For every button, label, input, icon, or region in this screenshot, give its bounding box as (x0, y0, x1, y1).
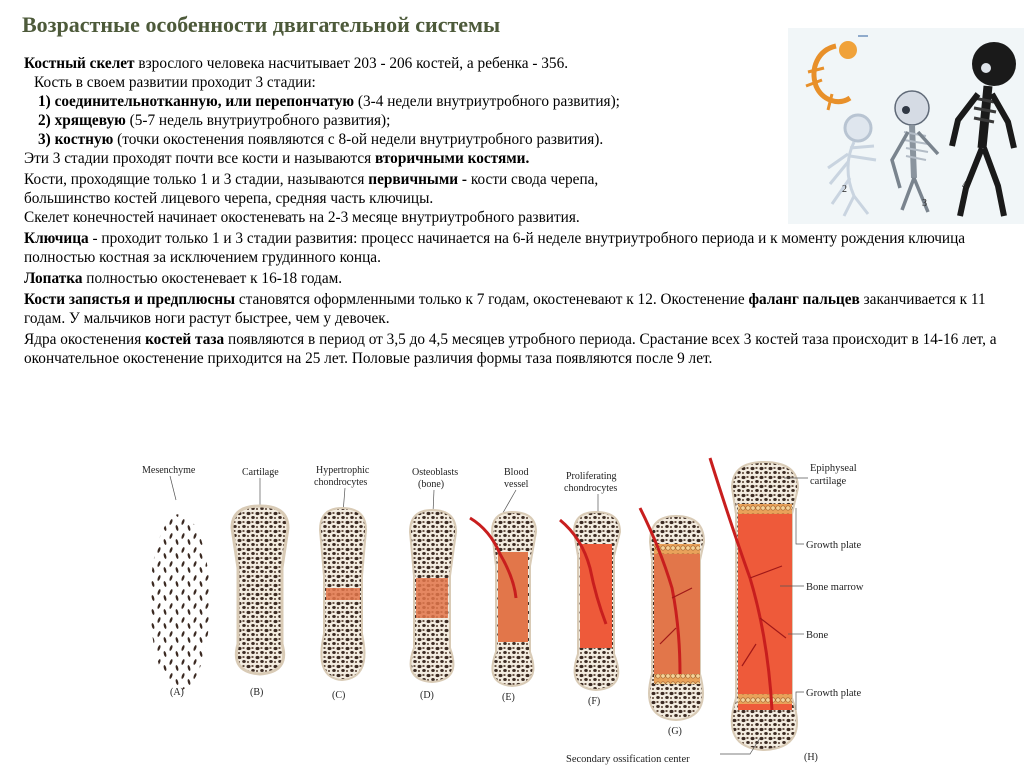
label-blood-1: Blood (504, 467, 529, 478)
paragraph-clavicle: Ключица - проходит только 1 и 3 стадии развития: процесс начинается на 6-й неделе внутриутробного периода и к моменту рождения ключица полностью костная за исключением грудинного конца. (24, 230, 966, 266)
paragraph-primary-bones: Кости, проходящие только 1 и 3 стадии, называются первичными - кости свода черепа, большинство костей лицевого черепа, средняя часть ключицы. (24, 171, 599, 207)
page-title: Возрастные особенности двигательной системы (22, 12, 501, 37)
stage-letter-b: (B) (250, 687, 264, 698)
label-epiphyseal-1: Epiphyseal (810, 463, 857, 474)
stage-letter-d: (D) (420, 690, 434, 701)
top-labels (142, 465, 617, 494)
stage-b-cartilage (232, 506, 288, 674)
label-mesenchyme: Mesenchyme (142, 465, 196, 476)
stage-letter-g: (G) (668, 726, 682, 737)
skeleton-label-2: 2 (842, 184, 847, 195)
label-bone: Bone (806, 630, 829, 641)
label-osteoblasts-1: Osteoblasts (412, 467, 459, 478)
stage-letters (170, 687, 818, 763)
paragraph-stages-intro: Кость в своем развитии проходит 3 стадии: (34, 74, 316, 91)
label-hypertrophic-1: Hypertrophic (316, 465, 370, 476)
label-growth-plate-bottom: Growth plate (806, 688, 862, 699)
label-growth-plate-top: Growth plate (806, 540, 862, 551)
paragraph-secondary-bones: Эти 3 стадии проходят почти все кости и называются вторичными костями. (24, 150, 530, 167)
fetal-skeleton-figure (788, 28, 1024, 224)
stage-letter-h: (H) (804, 752, 818, 763)
label-epiphyseal-2: cartilage (810, 476, 847, 487)
stage-letter-a: (A) (170, 687, 184, 698)
stage-h-bone (710, 458, 798, 750)
label-proliferating-1: Proliferating (566, 471, 617, 482)
stage-letter-c: (C) (332, 690, 346, 701)
paragraph-wrist: Кости запястья и предплюсны становятся оформленными только к 7 годам, окостеневают к 12. Окостенение фаланг пальцев заканчивается к 11 годам. У мальчиков ноги растут быстрее, чем у девочек. (24, 291, 986, 327)
paragraph-pelvis: Ядра окостенения костей таза появляются в период от 3,5 до 4,5 месяцев утробного периода. Срастание всех 3 костей таза происходит в 14-16 лет, а окончательное окостенение приходится на 25 лет. Половые различия формы таза появляются после 9 лет. (24, 331, 997, 367)
stage-3: 3) костную (точки окостенения появляются с 8-ой недели внутриутробного развития). (38, 131, 604, 148)
stage-letter-e: (E) (502, 692, 515, 703)
paragraph-scapula: Лопатка полностью окостеневает к 16-18 годам. (24, 270, 343, 287)
label-cartilage: Cartilage (242, 467, 279, 478)
label-osteoblasts-2: (bone) (418, 479, 445, 490)
stage-a-mesenchyme (150, 514, 210, 690)
stage-letter-f: (F) (588, 696, 601, 707)
stage-d-bone (410, 510, 456, 682)
stage-f-bone (560, 512, 620, 690)
label-hypertrophic-2: chondrocytes (314, 477, 368, 488)
label-proliferating-2: chondrocytes (564, 483, 618, 494)
label-blood-2: vessel (504, 479, 529, 490)
skeleton-label-3: 3 (922, 198, 927, 209)
skeleton-label-4: 4 (962, 180, 967, 191)
label-bone-marrow: Bone marrow (806, 582, 864, 593)
paragraph-limbs: Скелет конечностей начинает окостеневать на 2-3 месяце внутриутробного развития. (24, 209, 580, 226)
stage-c-bone (320, 508, 366, 680)
stage-1: 1) соединительнотканную, или перепончатую (3-4 недели внутриутробного развития); (38, 93, 620, 110)
stage-2: 2) хрящевую (5-7 недель внутриутробного развития); (38, 112, 391, 129)
paragraph-skeleton-count: Костный скелет взрослого человека насчитывает 203 - 206 костей, а ребенка - 356. (24, 55, 569, 72)
stage-e-bone (470, 512, 536, 686)
stage-g-bone (640, 508, 704, 720)
ossification-figure (120, 448, 900, 767)
label-secondary-center: Secondary ossification center (566, 754, 690, 765)
